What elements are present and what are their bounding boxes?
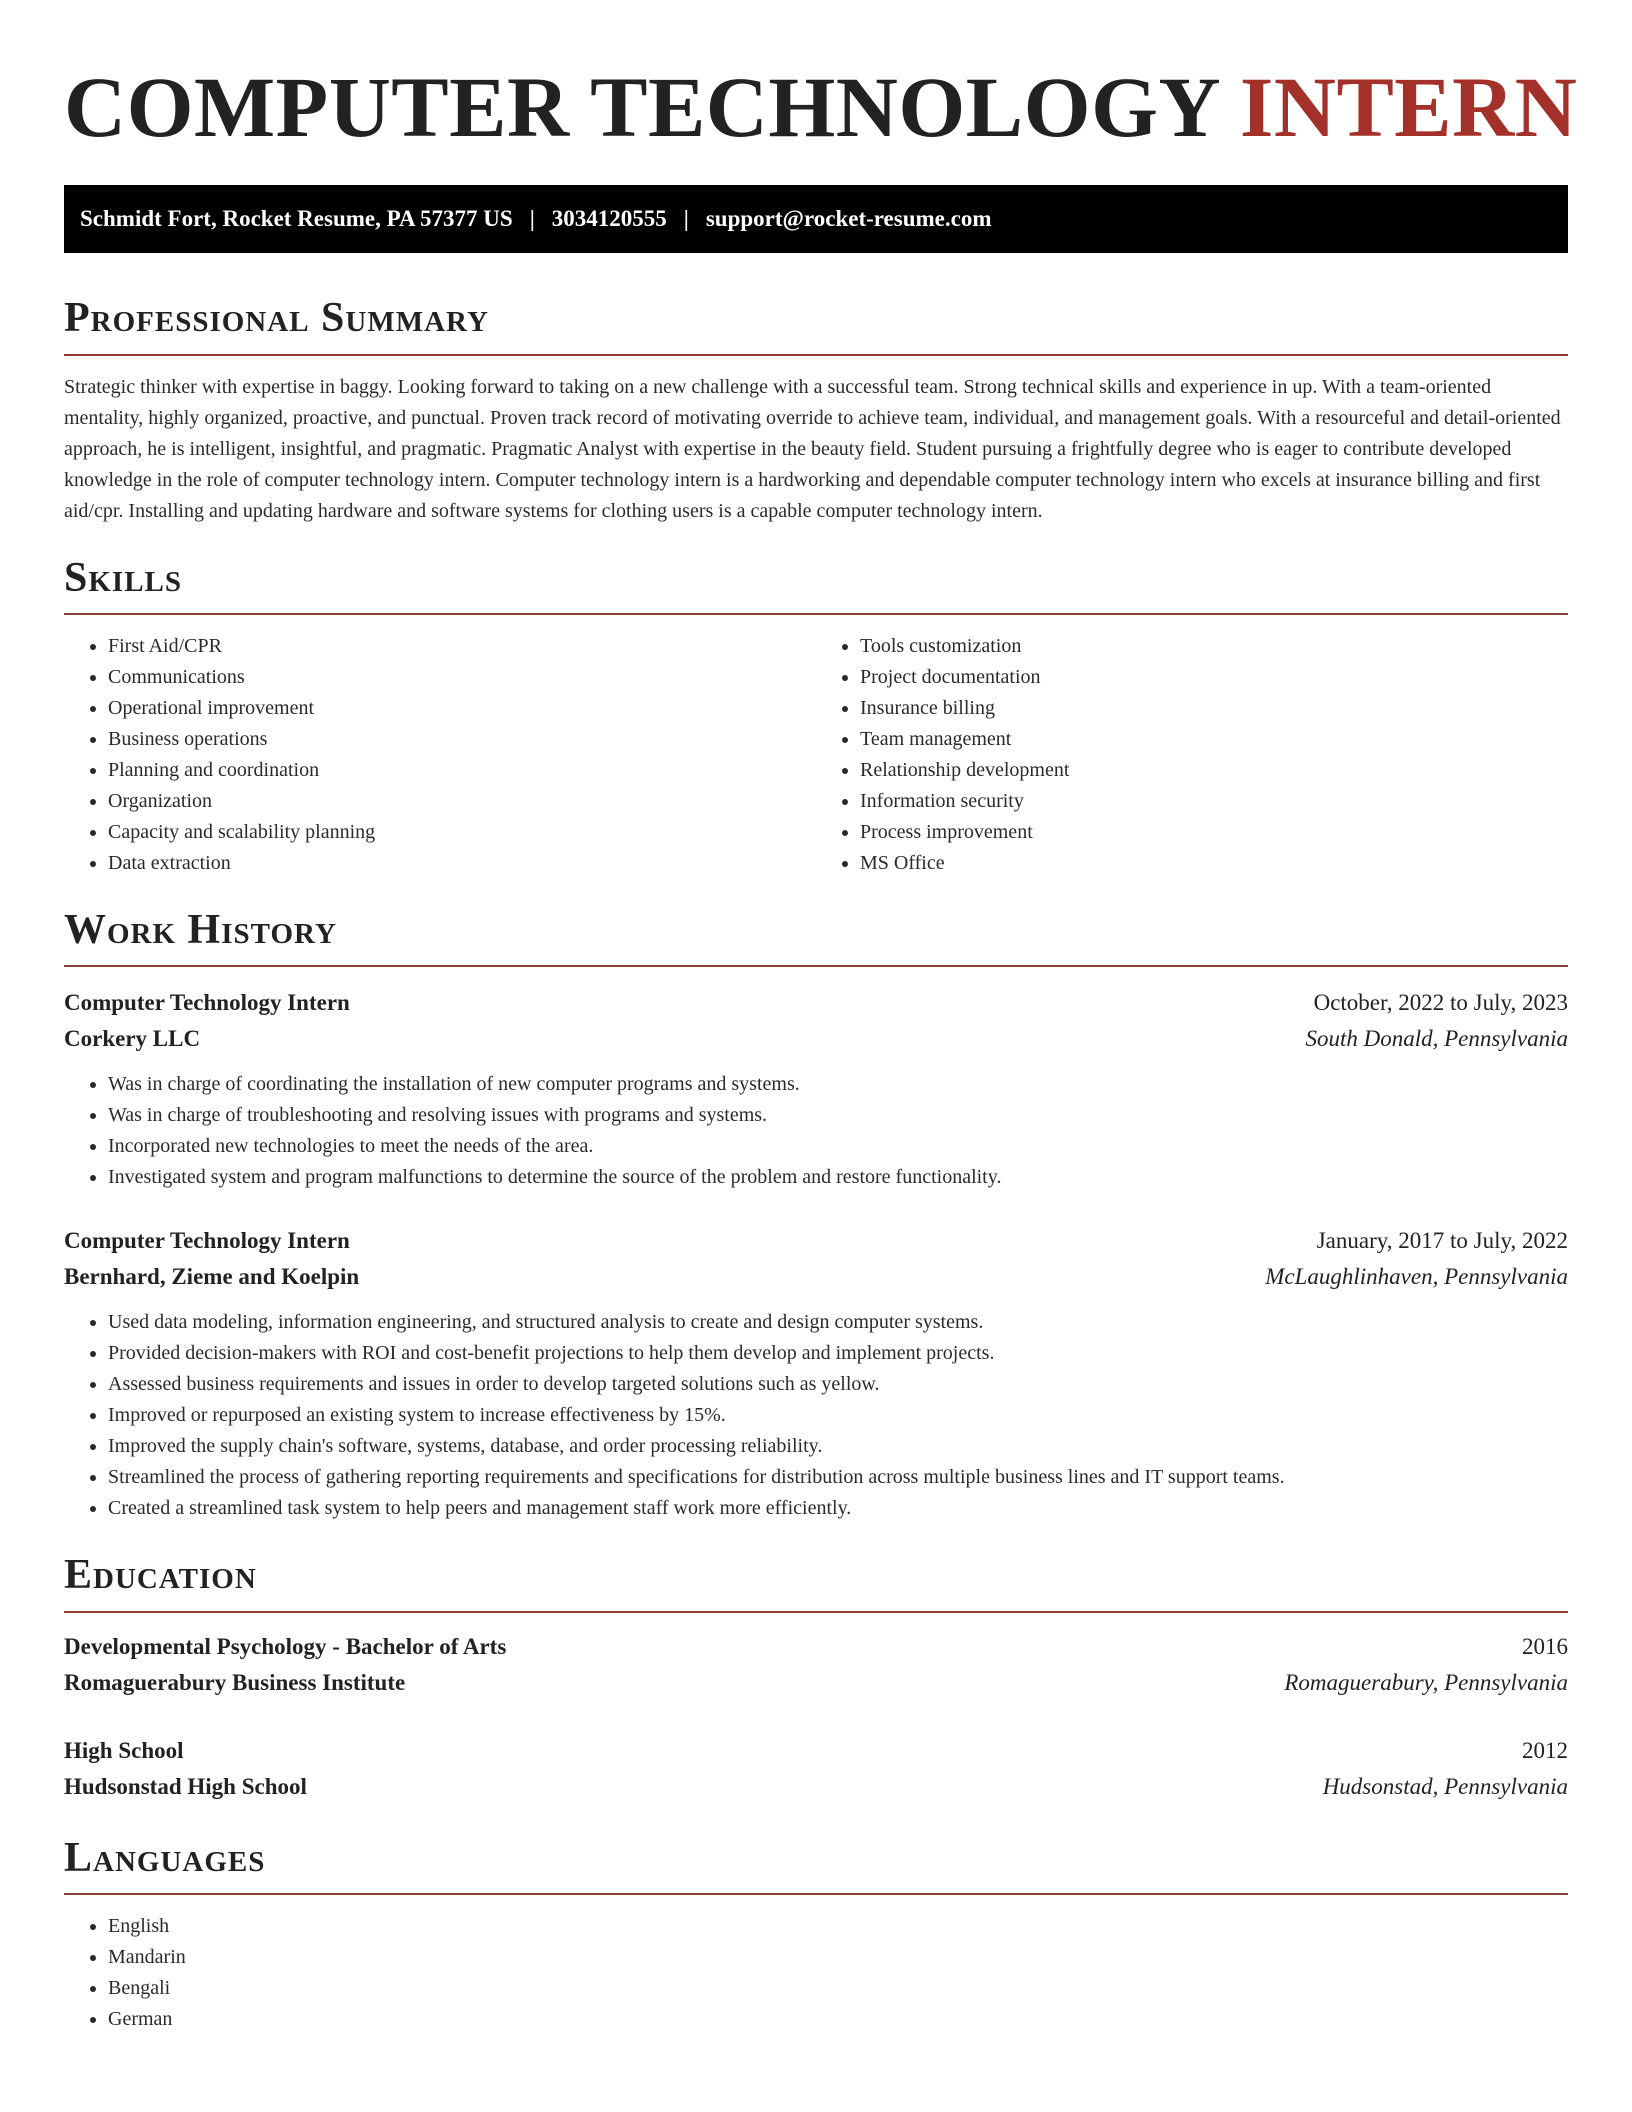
education-location: Hudsonstad, Pennsylvania [1322,1773,1568,1799]
job-title-row [64,985,1568,1021]
skill-item: • Business operations [108,724,816,755]
education-degree-row [64,1629,1568,1665]
language-item: • German [108,2004,1568,2035]
education-year: 2016 [1522,1633,1568,1659]
education-degree: High School [64,1737,184,1763]
summary-section [64,293,1568,526]
section-divider [64,613,1568,615]
job-bullets [64,1069,1568,1193]
skill-item: • Project documentation [860,662,1568,693]
summary-heading: Professional Summary [64,295,489,342]
education-school: Hudsonstad High School [64,1773,307,1799]
job-bullet: • Was in charge of coordinating the installation of new computer programs and systems. [108,1069,1568,1100]
contact-separator: | [683,206,689,232]
language-item: • English [108,1911,1568,1942]
job-dates: January, 2017 to July, 2022 [1316,1228,1568,1254]
skill-item: • Team management [860,724,1568,755]
education-degree: Developmental Psychology - Bachelor of Arts [64,1633,507,1659]
skill-item: • Process improvement [860,817,1568,848]
title-accent: INTERN [1239,59,1578,155]
skills-heading: Skills [64,554,183,601]
contact-email: support@rocket-resume.com [705,206,992,232]
skill-item: • Data extraction [108,848,816,879]
languages-heading: Languages [64,1834,266,1881]
job-dates: October, 2022 to July, 2023 [1313,990,1568,1016]
skill-item: • Capacity and scalability planning [108,817,816,848]
contact-phone: 3034120555 [551,206,667,232]
job-bullet: • Incorporated new technologies to meet the needs of the area. [108,1131,1568,1162]
job-entry [64,1223,1568,1524]
job-title: Computer Technology Intern [64,990,350,1016]
contact-address: Schmidt Fort, Rocket Resume, PA 57377 US [80,206,513,232]
job-company-row [64,1259,1568,1295]
skill-item: • Organization [108,786,816,817]
education-school-row [64,1665,1568,1701]
education-degree-row [64,1733,1568,1769]
education-year: 2012 [1522,1737,1568,1763]
skill-item: • Operational improvement [108,693,816,724]
skills-list-left [64,631,816,879]
title-main: COMPUTER TECHNOLOGY [64,59,1218,155]
languages-list [64,1911,1568,2035]
job-bullet: • Provided decision-makers with ROI and cost-benefit projections to help them develop and implement projects. [108,1338,1568,1369]
education-location: Romaguerabury, Pennsylvania [1284,1669,1568,1695]
skills-list-right [816,631,1568,879]
skill-item: • Planning and coordination [108,755,816,786]
job-location: McLaughlinhaven, Pennsylvania [1265,1264,1568,1290]
job-bullet: • Improved the supply chain's software, systems, database, and order processing reliability. [108,1431,1568,1462]
section-divider [64,354,1568,356]
job-bullet: • Streamlined the process of gathering reporting requirements and specifications for distribution across multiple business lines and IT support teams. [108,1462,1568,1493]
skill-item: • First Aid/CPR [108,631,816,662]
job-location: South Donald, Pennsylvania [1305,1026,1568,1052]
language-item: • Bengali [108,1973,1568,2004]
section-divider [64,1893,1568,1895]
job-title: Computer Technology Intern [64,1228,350,1254]
skills-grid [64,631,1568,879]
language-item: • Mandarin [108,1942,1568,1973]
education-entry [64,1733,1568,1805]
job-company: Bernhard, Zieme and Koelpin [64,1264,360,1290]
section-divider [64,965,1568,967]
job-bullets [64,1307,1568,1524]
job-bullet: • Used data modeling, information engineering, and structured analysis to create and design computer systems. [108,1307,1568,1338]
languages-section [64,1833,1568,2035]
job-bullet: • Assessed business requirements and issues in order to develop targeted solutions such as yellow. [108,1369,1568,1400]
education-heading: Education [64,1552,257,1599]
job-bullet: • Was in charge of troubleshooting and resolving issues with programs and systems. [108,1100,1568,1131]
page-title [64,56,1578,159]
education-section [64,1550,1568,1804]
contact-bar [64,185,1568,253]
job-entry [64,985,1568,1193]
job-bullet: • Improved or repurposed an existing system to increase effectiveness by 15%. [108,1400,1568,1431]
section-divider [64,1611,1568,1613]
job-title-row [64,1223,1568,1259]
skills-section [64,553,1568,879]
skill-item: • Insurance billing [860,693,1568,724]
education-entry [64,1629,1568,1701]
work-section [64,905,1568,1524]
skill-item: • Communications [108,662,816,693]
job-bullet: • Investigated system and program malfunctions to determine the source of the problem and restore functionality. [108,1162,1568,1193]
skill-item: • MS Office [860,848,1568,879]
job-company-row [64,1021,1568,1057]
skill-item: • Tools customization [860,631,1568,662]
summary-text: Strategic thinker with expertise in baggy. Looking forward to taking on a new challenge with a successful team. Strong technical skills and experience in up. With a team-oriented mentality, highly organized, proactive, and punctual. Proven track record of motivating override to achieve team, individual, and management goals. With a resourceful and detail-oriented approach, he is intelligent, insightful, and pragmatic. Pragmatic Analyst with expertise in the beauty field. Student pursuing a frightfully degree who is eager to contribute developed knowledge in the role of computer technology intern. Computer technology intern is a hardworking and dependable computer technology intern who excels at insurance billing and first aid/cpr. Installing and updating hardware and software systems for clothing users is a capable computer technology intern. [64,375,1561,522]
contact-separator: | [529,206,535,232]
skill-item: • Relationship development [860,755,1568,786]
job-company: Corkery LLC [64,1026,201,1052]
education-school-row [64,1769,1568,1805]
education-school: Romaguerabury Business Institute [64,1669,406,1695]
job-bullet: • Created a streamlined task system to help peers and management staff work more efficiently. [108,1493,1568,1524]
work-heading: Work History [64,906,337,953]
skill-item: • Information security [860,786,1568,817]
